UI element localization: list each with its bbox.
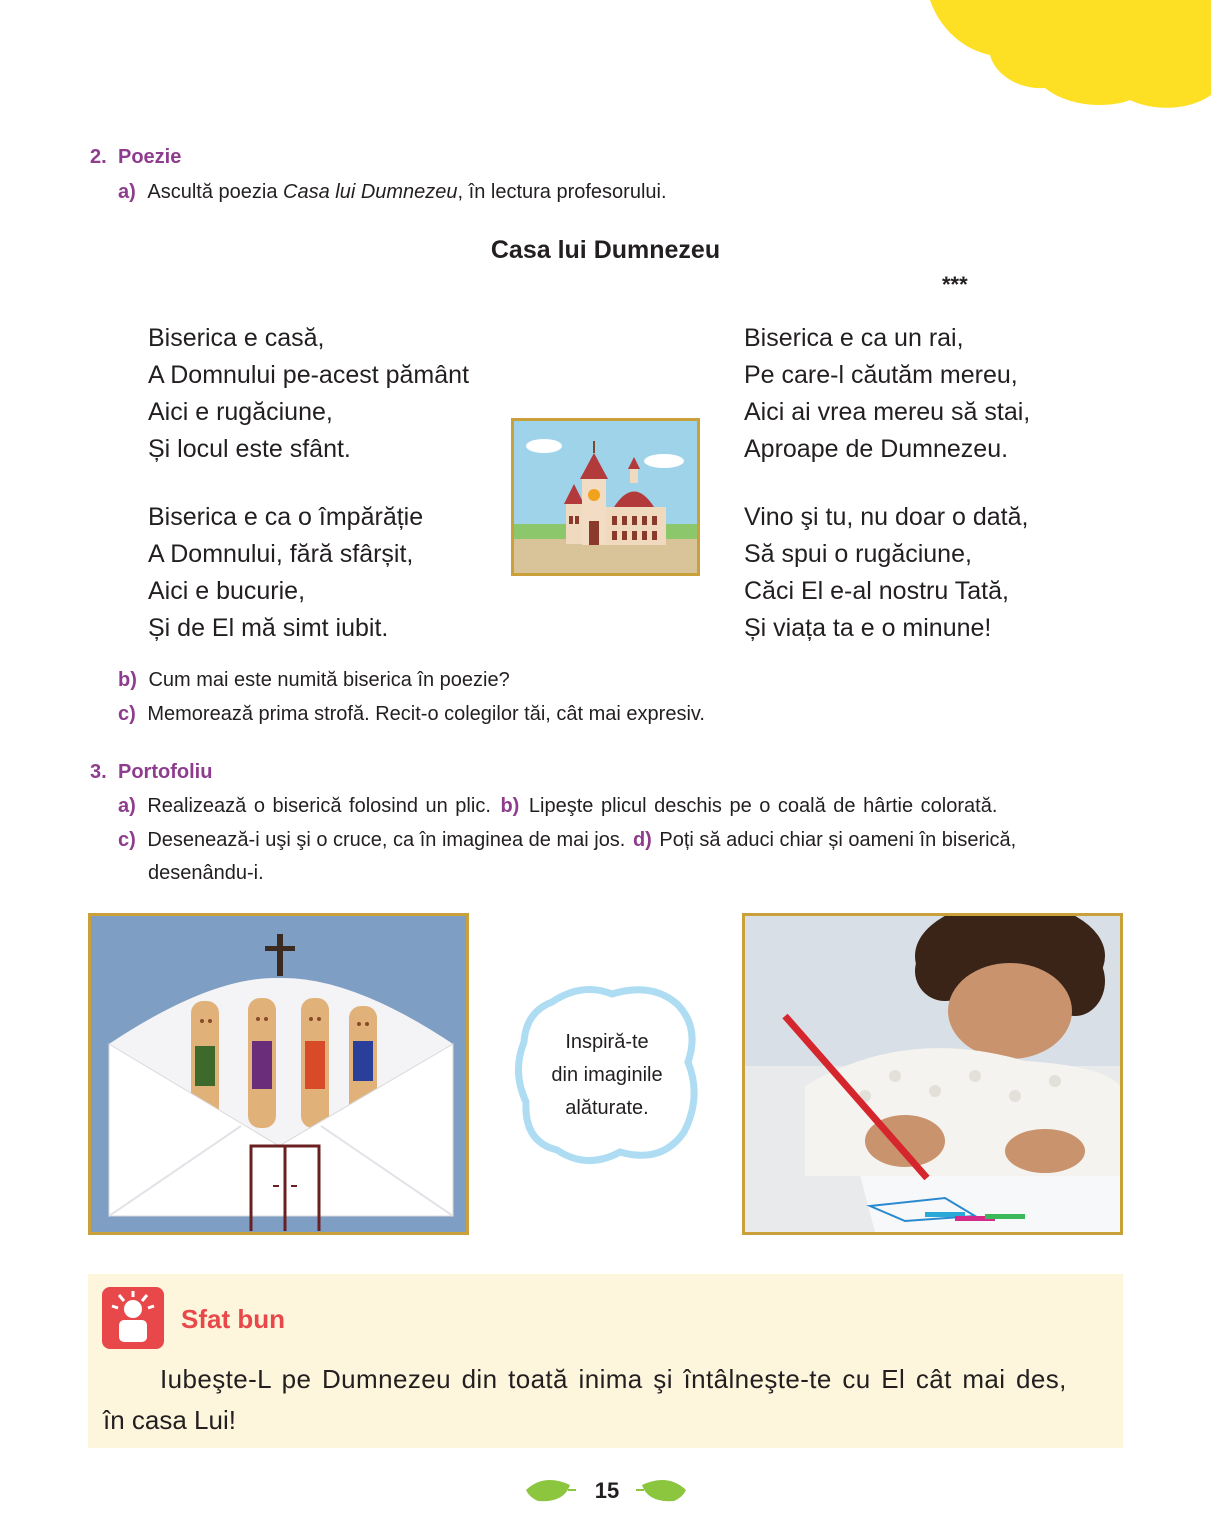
section-2-number: 2. <box>90 146 107 168</box>
poem-line: Biserica e ca un rai, <box>744 324 964 352</box>
item-text: Memorează prima strofă. Recit-o colegilor tăi, cât mai expresiv. <box>147 703 705 725</box>
poem-title-italic: Casa lui Dumnezeu <box>283 181 458 203</box>
poem-line: Aproape de Dumnezeu. <box>744 435 1009 463</box>
hint-line: alăturate. <box>565 1097 649 1119</box>
tip-text-line-2: în casa Lui! <box>103 1405 236 1435</box>
section-3-item-d-continued: desenându-i. <box>148 862 264 884</box>
tip-title: Sfat bun <box>181 1304 285 1334</box>
poem-line: Biserica e casă, <box>148 324 325 352</box>
leaf-left-icon <box>524 1475 576 1505</box>
section-2-item-a <box>118 180 667 204</box>
item-label: c) <box>118 703 136 725</box>
item-text: Desenează-i uşi şi o cruce, ca în imaginea de mai jos. <box>147 829 626 851</box>
item-label: b) <box>500 795 520 817</box>
item-label: a) <box>118 181 136 203</box>
item-text: Ascultă poezia <box>147 181 283 203</box>
poem-line: A Domnului, fără sfârșit, <box>148 540 414 568</box>
poem-line: Și viața ta e o minune! <box>744 614 992 642</box>
item-text: Poți să aduci chiar și oameni în biserică, <box>659 829 1017 851</box>
tip-text-line-1: Iubeşte-L pe Dumnezeu din toată inima şi întâlneşte-te cu El cât mai des, <box>160 1364 1067 1394</box>
section-2-title: Poezie <box>118 146 182 168</box>
poem-line: Vino şi tu, nu doar o dată, <box>744 503 1029 531</box>
tip-box <box>88 1274 1123 1448</box>
child-drawing-photo <box>742 913 1123 1235</box>
hint-cloud-text <box>512 1026 702 1125</box>
section-3-item-ab <box>118 794 997 818</box>
item-text: Realizează o biserică folosind un plic. <box>147 795 491 817</box>
poem-line: Biserica e ca o împărăție <box>148 503 424 531</box>
church-illustration <box>511 418 700 576</box>
section-3-number: 3. <box>90 761 107 783</box>
poem-line: Să spui o rugăciune, <box>744 540 972 568</box>
item-text-end: , în lectura profesorului. <box>457 181 667 203</box>
item-label: d) <box>632 829 652 851</box>
item-label: b) <box>118 669 137 691</box>
poem-title <box>0 236 1211 265</box>
poem-line: Căci El e-al nostru Tată, <box>744 577 1009 605</box>
yellow-cloud-decoration <box>920 0 1211 110</box>
poem-title-text: Casa lui Dumnezeu <box>490 236 721 264</box>
poem-line: A Domnului pe-acest pământ <box>148 361 470 389</box>
item-label: c) <box>118 829 136 851</box>
item-text: Cum mai este numită biserica în poezie? <box>148 669 510 691</box>
poem-line: Și locul este sfânt. <box>148 435 351 463</box>
section-3-item-cd <box>118 828 1016 852</box>
poem-line: Aici e rugăciune, <box>148 398 333 426</box>
poem-line: Pe care-l căutăm mereu, <box>744 361 1018 389</box>
poem-line: Și de El mă simt iubit. <box>148 614 389 642</box>
hint-line: Inspiră-te <box>565 1031 649 1053</box>
item-text: Lipeşte plicul deschis pe o coală de hârtie colorată. <box>528 795 998 817</box>
section-2-item-b <box>118 668 510 692</box>
section-3-title: Portofoliu <box>118 761 213 783</box>
hint-line: din imaginile <box>551 1064 663 1086</box>
page-number: 15 <box>594 1478 620 1503</box>
tip-icon <box>102 1287 164 1349</box>
section-2-item-c <box>118 702 705 726</box>
poem-line: Aici e bucurie, <box>148 577 306 605</box>
envelope-church-photo <box>88 913 469 1235</box>
poem-line: Aici ai vrea mereu să stai, <box>744 398 1031 426</box>
item-label: a) <box>118 795 136 817</box>
leaf-right-icon <box>636 1475 688 1505</box>
poem-author: *** <box>942 272 968 297</box>
